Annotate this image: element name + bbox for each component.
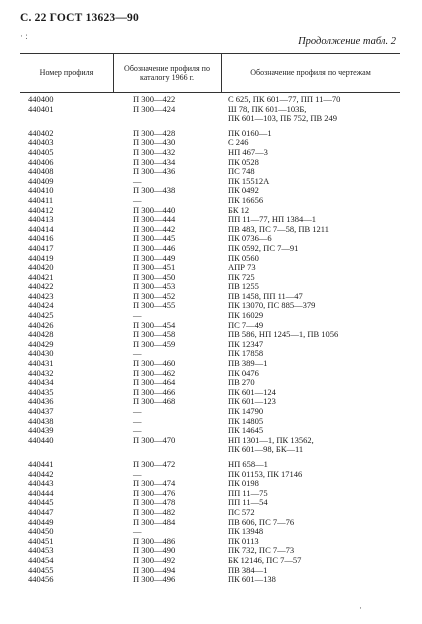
drawing-designation: БК 12146, ПС 7—57 [228, 554, 302, 565]
table-row [0, 215, 422, 225]
table-row [0, 359, 422, 369]
table-body [0, 95, 422, 585]
catalog-designation: П 300—422 [133, 94, 176, 104]
table-row [0, 129, 422, 139]
profile-number: 440449 [28, 516, 54, 527]
drawing-designation: ПК 13070, ПС 885—379 [228, 300, 316, 311]
table-row [0, 537, 422, 547]
drawing-designation: ПВ 384—1 [228, 564, 268, 575]
drawing-designation: ПК 15512А [228, 175, 270, 186]
profile-number: 440430 [28, 348, 54, 359]
catalog-designation: — [133, 526, 142, 537]
table-row [0, 244, 422, 254]
drawing-designation: НП 658—1 [228, 458, 268, 469]
drawing-designation: ПК 16656 [228, 194, 264, 205]
catalog-designation: П 300—492 [133, 554, 176, 565]
catalog-designation: П 300—428 [133, 127, 176, 138]
drawing-designation: ПК 14790 [228, 406, 264, 416]
drawing-designation: ПВ 483, ПС 7—58, ПВ 1211 [228, 223, 329, 234]
drawing-designation: ПК 601—124 [228, 386, 276, 397]
drawing-designation: ПК 01153, ПК 17146 [228, 468, 303, 479]
profile-number: 440444 [28, 487, 54, 498]
table-row [0, 311, 422, 321]
catalog-designation: П 300—451 [133, 262, 176, 273]
drawing-designation: ПК 601—123 [228, 396, 276, 407]
profile-number: 440429 [28, 338, 54, 349]
page-title: С. 22 ГОСТ 13623—90 [20, 12, 139, 24]
table-row [0, 407, 422, 417]
drawing-designation: ПП 11—77, НП 1384—1 [228, 214, 316, 225]
drawing-designation: ПП 11—75 [228, 487, 268, 498]
catalog-designation: — [133, 468, 142, 479]
table-row [0, 225, 422, 235]
profile-number: 440436 [28, 396, 54, 407]
drawing-designation: ПК 725 [228, 271, 255, 282]
catalog-designation: П 300—494 [133, 564, 176, 575]
corner-mark: · [359, 603, 362, 613]
drawing-designation: ПК 0736—6 [228, 233, 272, 244]
table-row [0, 349, 422, 359]
drawing-designation: ПС 748 [228, 166, 255, 177]
profile-number: 440447 [28, 506, 54, 517]
catalog-designation: — [133, 175, 142, 186]
catalog-designation: П 300—496 [133, 574, 176, 585]
profile-number: 440454 [28, 554, 54, 565]
drawing-designation: НП 467—3 [228, 146, 268, 157]
drawing-designation: ПК 601—103, ПБ 752, ПВ 249 [228, 113, 338, 124]
table-row [0, 321, 422, 331]
drawing-designation: ПК 0160—1 [228, 127, 272, 138]
catalog-designation: П 300—484 [133, 516, 176, 527]
catalog-designation: П 300—486 [133, 535, 176, 546]
profile-number: 440414 [28, 223, 54, 234]
drawing-designation: ПК 0198 [228, 478, 259, 489]
profile-number: 440426 [28, 319, 54, 330]
catalog-designation: П 300—453 [133, 281, 176, 292]
drawing-designation: ПК 0592, ПС 7—91 [228, 242, 299, 253]
catalog-designation: П 300—450 [133, 271, 176, 282]
drawing-designation: ПК 0113 [228, 535, 259, 546]
profile-number: 440405 [28, 146, 54, 157]
table-row [0, 340, 422, 350]
table-row [0, 273, 422, 283]
table-row [0, 263, 422, 273]
table-row [0, 479, 422, 489]
catalog-designation: П 300—449 [133, 252, 176, 263]
profile-number: 440410 [28, 185, 54, 196]
drawing-designation: ПВ 389—1 [228, 358, 268, 369]
drawing-designation: ПК 601—98, БК—11 [228, 444, 304, 455]
table-header-rule [20, 92, 400, 93]
catalog-designation: — [133, 310, 142, 321]
catalog-designation: П 300—436 [133, 166, 176, 177]
table-row [0, 114, 422, 124]
profile-number: 440400 [28, 94, 54, 104]
drawing-designation: ПК 0492 [228, 185, 259, 196]
table-row [0, 158, 422, 168]
drawing-designation: АПР 73 [228, 262, 256, 273]
table-row [0, 282, 422, 292]
drawing-designation: БК 12 [228, 204, 250, 215]
catalog-designation: П 300—455 [133, 300, 176, 311]
profile-number: 440439 [28, 425, 54, 436]
profile-number: 440443 [28, 478, 54, 489]
column-header-catalog: Обозначение профиля по каталогу 1966 г. [124, 63, 210, 82]
drawing-designation: ПК 0560 [228, 252, 259, 263]
profile-number: 440421 [28, 271, 54, 282]
catalog-designation: П 300—424 [133, 103, 176, 114]
table-top-rule [20, 53, 400, 54]
table-row [0, 196, 422, 206]
catalog-designation: П 300—459 [133, 338, 176, 349]
table-row [0, 292, 422, 302]
table-row [0, 575, 422, 585]
profile-number: 440455 [28, 564, 54, 575]
catalog-designation: П 300—446 [133, 242, 176, 253]
catalog-designation: П 300—440 [133, 204, 176, 215]
drawing-designation: ПП 11—54 [228, 497, 268, 508]
profile-number: 440423 [28, 290, 54, 301]
catalog-designation: П 300—472 [133, 458, 176, 469]
catalog-designation: П 300—434 [133, 156, 176, 167]
drawing-designation: С 625, ПК 601—77, ПП 11—70 [228, 94, 341, 104]
table-row [0, 301, 422, 311]
profile-number: 440416 [28, 233, 54, 244]
table-row [0, 546, 422, 556]
profile-number: 440456 [28, 574, 54, 585]
catalog-designation: П 300—430 [133, 137, 176, 148]
catalog-designation: П 300—478 [133, 497, 176, 508]
profile-number: 440406 [28, 156, 54, 167]
catalog-designation: П 300—474 [133, 478, 176, 489]
profile-number: 440441 [28, 458, 54, 469]
continuation-label: Продолжение табл. 2 [298, 36, 396, 47]
table-row [0, 460, 422, 470]
catalog-designation: П 300—466 [133, 386, 176, 397]
table-row [0, 95, 422, 105]
table-row [0, 254, 422, 264]
profile-number: 440425 [28, 310, 54, 321]
profile-number: 440435 [28, 386, 54, 397]
catalog-designation: П 300—476 [133, 487, 176, 498]
drawing-designation: ПВ 1255 [228, 281, 259, 292]
catalog-designation: П 300—452 [133, 290, 176, 301]
table-row [0, 138, 422, 148]
catalog-designation: П 300—444 [133, 214, 176, 225]
drawing-designation: ПВ 1458, ПП 11—47 [228, 290, 303, 301]
profile-number: 440417 [28, 242, 54, 253]
drawing-designation: ПК 601—138 [228, 574, 276, 585]
profile-number: 440428 [28, 329, 54, 340]
profile-number: 440453 [28, 545, 54, 556]
catalog-designation: П 300—470 [133, 434, 176, 445]
table-row [0, 566, 422, 576]
catalog-designation: — [133, 348, 142, 359]
table-row [0, 177, 422, 187]
profile-number: 440412 [28, 204, 54, 215]
profile-number: 440409 [28, 175, 54, 186]
profile-number: 440438 [28, 415, 54, 426]
table-row [0, 369, 422, 379]
drawing-designation: ПВ 586, НП 1245—1, ПВ 1056 [228, 329, 339, 340]
profile-number: 440432 [28, 367, 54, 378]
catalog-designation: — [133, 406, 142, 416]
profile-number: 440422 [28, 281, 54, 292]
table-row [0, 556, 422, 566]
drawing-designation: ПК 12347 [228, 338, 264, 349]
profile-number: 440401 [28, 103, 54, 114]
table-row [0, 445, 422, 455]
catalog-designation: П 300—468 [133, 396, 176, 407]
table-row [0, 186, 422, 196]
profile-number: 440445 [28, 497, 54, 508]
table-row [0, 527, 422, 537]
table-row [0, 498, 422, 508]
catalog-designation: П 300—490 [133, 545, 176, 556]
drawing-designation: ПК 0528 [228, 156, 259, 167]
table-row [0, 436, 422, 446]
table-row [0, 518, 422, 528]
catalog-designation: П 300—438 [133, 185, 176, 196]
drawing-designation: ПС 7—49 [228, 319, 264, 330]
profile-number: 440413 [28, 214, 54, 225]
table-row [0, 388, 422, 398]
table-row [0, 470, 422, 480]
drawing-designation: ПК 14645 [228, 425, 264, 436]
catalog-designation: П 300—482 [133, 506, 176, 517]
drawing-designation: ПК 16029 [228, 310, 264, 321]
profile-number: 440402 [28, 127, 54, 138]
profile-number: 440424 [28, 300, 54, 311]
profile-number: 440419 [28, 252, 54, 263]
catalog-designation: П 300—445 [133, 233, 176, 244]
margin-mark: · : [20, 31, 28, 41]
catalog-designation: П 300—458 [133, 329, 176, 340]
drawing-designation: ПК 732, ПС 7—73 [228, 545, 295, 556]
table-row [0, 105, 422, 115]
catalog-designation: — [133, 415, 142, 426]
catalog-designation: — [133, 425, 142, 436]
catalog-designation: П 300—460 [133, 358, 176, 369]
profile-number: 440440 [28, 434, 54, 445]
catalog-designation: П 300—462 [133, 367, 176, 378]
profile-number: 440450 [28, 526, 54, 537]
profile-number: 440437 [28, 406, 54, 416]
table-row [0, 397, 422, 407]
column-header-number: Номер профиля [39, 68, 94, 78]
profile-number: 440431 [28, 358, 54, 369]
table-row [0, 234, 422, 244]
drawing-designation: Ш 78, ПК 601—103Б, [228, 103, 307, 114]
profile-number: 440420 [28, 262, 54, 273]
table-row [0, 426, 422, 436]
catalog-designation: П 300—432 [133, 146, 176, 157]
profile-number: 440434 [28, 377, 54, 388]
table-row [0, 330, 422, 340]
drawing-designation: ПВ 606, ПС 7—76 [228, 516, 295, 527]
catalog-designation: П 300—464 [133, 377, 176, 388]
table-row [0, 167, 422, 177]
drawing-designation: ПК 14805 [228, 415, 264, 426]
table-row [0, 148, 422, 158]
drawing-designation: ПВ 270 [228, 377, 255, 388]
catalog-designation: П 300—442 [133, 223, 176, 234]
profile-number: 440411 [28, 194, 54, 205]
drawing-designation: С 246 [228, 137, 249, 148]
catalog-designation: П 300—454 [133, 319, 176, 330]
profile-number: 440408 [28, 166, 54, 177]
profile-number: 440451 [28, 535, 54, 546]
column-header-drawing: Обозначение профиля по чертежам [250, 68, 371, 78]
table-row [0, 417, 422, 427]
drawing-designation: ПК 17858 [228, 348, 264, 359]
drawing-designation: НП 1301—1, ПК 13562, [228, 434, 314, 445]
table-row [0, 206, 422, 216]
drawing-designation: ПК 0476 [228, 367, 259, 378]
catalog-designation: — [133, 194, 142, 205]
profile-number: 440403 [28, 137, 54, 148]
table-row [0, 508, 422, 518]
drawing-designation: ПК 13948 [228, 526, 264, 537]
drawing-designation: ПС 572 [228, 506, 255, 517]
table-row [0, 489, 422, 499]
table-row [0, 378, 422, 388]
profile-number: 440442 [28, 468, 54, 479]
